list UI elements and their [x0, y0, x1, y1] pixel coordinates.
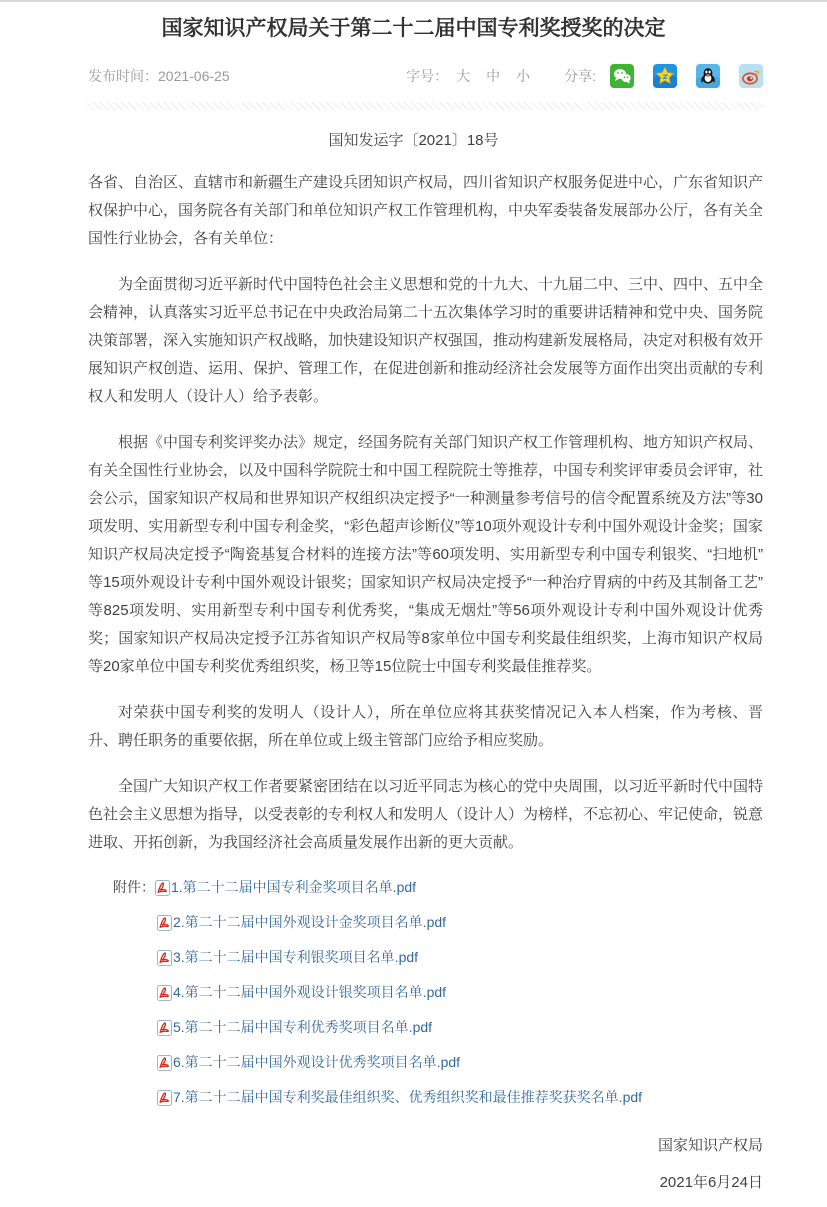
attachment-link-label: 2.第二十二届中国外观设计金奖项目名单.pdf: [173, 914, 447, 930]
meta-row: [88, 64, 763, 88]
attachment-link-2[interactable]: [157, 912, 446, 933]
pdf-icon: [155, 880, 170, 896]
paragraph-4: 全国广大知识产权工作者要紧密团结在以习近平同志为核心的党中央周围，以习近平新时代中国特色社会主义思想为指导，以受表彰的专利权人和发明人（设计人）为榜样，不忘初心、牢记使命，锐意进取、开拓创新，为我国经济社会高质量发展作出新的更大贡献。: [88, 778, 764, 851]
signature-date: 2021年6月24日: [659, 1174, 763, 1191]
doc-number: 国知发运字〔2021〕18号: [328, 132, 499, 149]
attachment-link-label: 4.第二十二届中国外观设计银奖项目名单.pdf: [173, 984, 447, 1000]
attachment-link-5[interactable]: [157, 1017, 432, 1038]
publish-time: [88, 66, 230, 86]
hatched-divider: [86, 102, 763, 110]
attachment-link-label: 5.第二十二届中国专利优秀奖项目名单.pdf: [173, 1019, 433, 1035]
fontsize-medium-button[interactable]: 中: [486, 68, 501, 84]
fontsize-large-button[interactable]: 大: [456, 68, 471, 84]
attachment-link-4[interactable]: [157, 982, 446, 1003]
attachment-row: [113, 1052, 763, 1073]
attachment-link-7[interactable]: [157, 1087, 642, 1108]
pdf-icon: [157, 950, 172, 966]
pdf-icon: [157, 985, 172, 1001]
attachment-row: [113, 982, 763, 1003]
attachment-link-label: 7.第二十二届中国专利奖最佳组织奖、优秀组织奖和最佳推荐奖获奖名单.pdf: [173, 1089, 643, 1105]
meta-tools: [406, 64, 763, 88]
publish-time-label: 发布时间：: [88, 68, 158, 84]
paragraph-salutation: 各省、自治区、直辖市和新疆生产建设兵团知识产权局，四川省知识产权服务促进中心，广东省知识产权保护中心，国务院各有关部门和单位知识产权工作管理机构，中央军委装备发展部办公厅，各有关全国性行业协会，各有关单位：: [88, 174, 764, 247]
paragraph-3: 对荣获中国专利奖的发明人（设计人），所在单位应将其获奖情况记入本人档案，作为考核、晋升、聘任职务的重要依据，所在单位或上级主管部门应给予相应奖励。: [88, 704, 763, 749]
article-body: [88, 169, 763, 857]
share-wechat-icon[interactable]: [610, 64, 634, 88]
pdf-icon: [157, 1020, 172, 1036]
pdf-icon: [157, 915, 172, 931]
attachments-list: [113, 877, 763, 1108]
attachment-link-3[interactable]: [157, 947, 418, 968]
share-weibo-icon[interactable]: [739, 64, 763, 88]
fontsize-small-button[interactable]: 小: [516, 68, 531, 84]
attachments-label: 附件：: [113, 879, 155, 895]
attachment-link-label: 3.第二十二届中国专利银奖项目名单.pdf: [173, 949, 419, 965]
pdf-icon: [157, 1090, 172, 1106]
share-icons: [610, 64, 763, 88]
publish-date: 2021-06-25: [158, 68, 230, 84]
signature-org: 国家知识产权局: [657, 1137, 763, 1154]
page-title: 国家知识产权局关于第二十二届中国专利奖授奖的决定: [161, 17, 666, 40]
share-qq-icon[interactable]: [696, 64, 720, 88]
share-qzone-icon[interactable]: [653, 64, 677, 88]
attachment-link-label: 1.第二十二届中国专利金奖项目名单.pdf: [171, 879, 417, 895]
attachment-row: [113, 947, 763, 968]
attachment-link-6[interactable]: [157, 1052, 460, 1073]
paragraph-2: 根据《中国专利奖评奖办法》规定，经国务院有关部门知识产权工作管理机构、地方知识产权局、有关全国性行业协会，以及中国科学院院士和中国工程院院士等推荐，中国专利奖评审委员会评审，社会公示，国家知识产权局和世界知识产权组织决定授予“一种测量参考信号的信令配置系统及方法”等30项发明、实用新型专利中国专利金奖，“彩色超声诊断仪”等10项外观设计专利中国外观设计金奖；国家知识产权局决定授予“陶瓷基复合材料的连接方法”等60项发明、实用新型专利中国专利银奖、“扫地机”等15项外观设计专利中国外观设计银奖；国家知识产权局决定授予“一种治疗胃病的中药及其制备工艺”等825项发明、实用新型专利中国专利优秀奖，“集成无烟灶”等56项外观设计专利中国外观设计优秀奖；国家知识产权局决定授予江苏省知识产权局等8家单位中国专利奖最佳组织奖，上海市知识产权局等20家单位中国专利奖优秀组织奖，杨卫等15位院士中国专利奖最佳推荐奖。: [88, 434, 764, 675]
paragraph-1: 为全面贯彻习近平新时代中国特色社会主义思想和党的十九大、十九届二中、三中、四中、五中全会精神，认真落实习近平总书记在中央政治局第二十五次集体学习时的重要讲话精神和党中央、国务院决策部署，深入实施知识产权战略，加快建设知识产权强国，推动构建新发展格局，决定对积极有效开展知识产权创造、运用、保护、管理工作，在促进创新和推动经济社会发展等方面作出突出贡献的专利权人和发明人（设计人）给予表彰。: [88, 276, 764, 405]
fontsize-label: 字号：: [406, 68, 449, 84]
attachment-link-1[interactable]: [155, 877, 416, 898]
signature-block: [88, 1136, 763, 1207]
attachment-link-label: 6.第二十二届中国外观设计优秀奖项目名单.pdf: [173, 1054, 461, 1070]
attachment-row: [113, 1017, 763, 1038]
attachment-row: [113, 912, 763, 933]
attachment-row: [113, 1087, 763, 1108]
share-label: 分享:: [564, 68, 596, 84]
attachment-row: [113, 877, 763, 898]
pdf-icon: [157, 1055, 172, 1071]
fontsize-group: [406, 66, 538, 86]
